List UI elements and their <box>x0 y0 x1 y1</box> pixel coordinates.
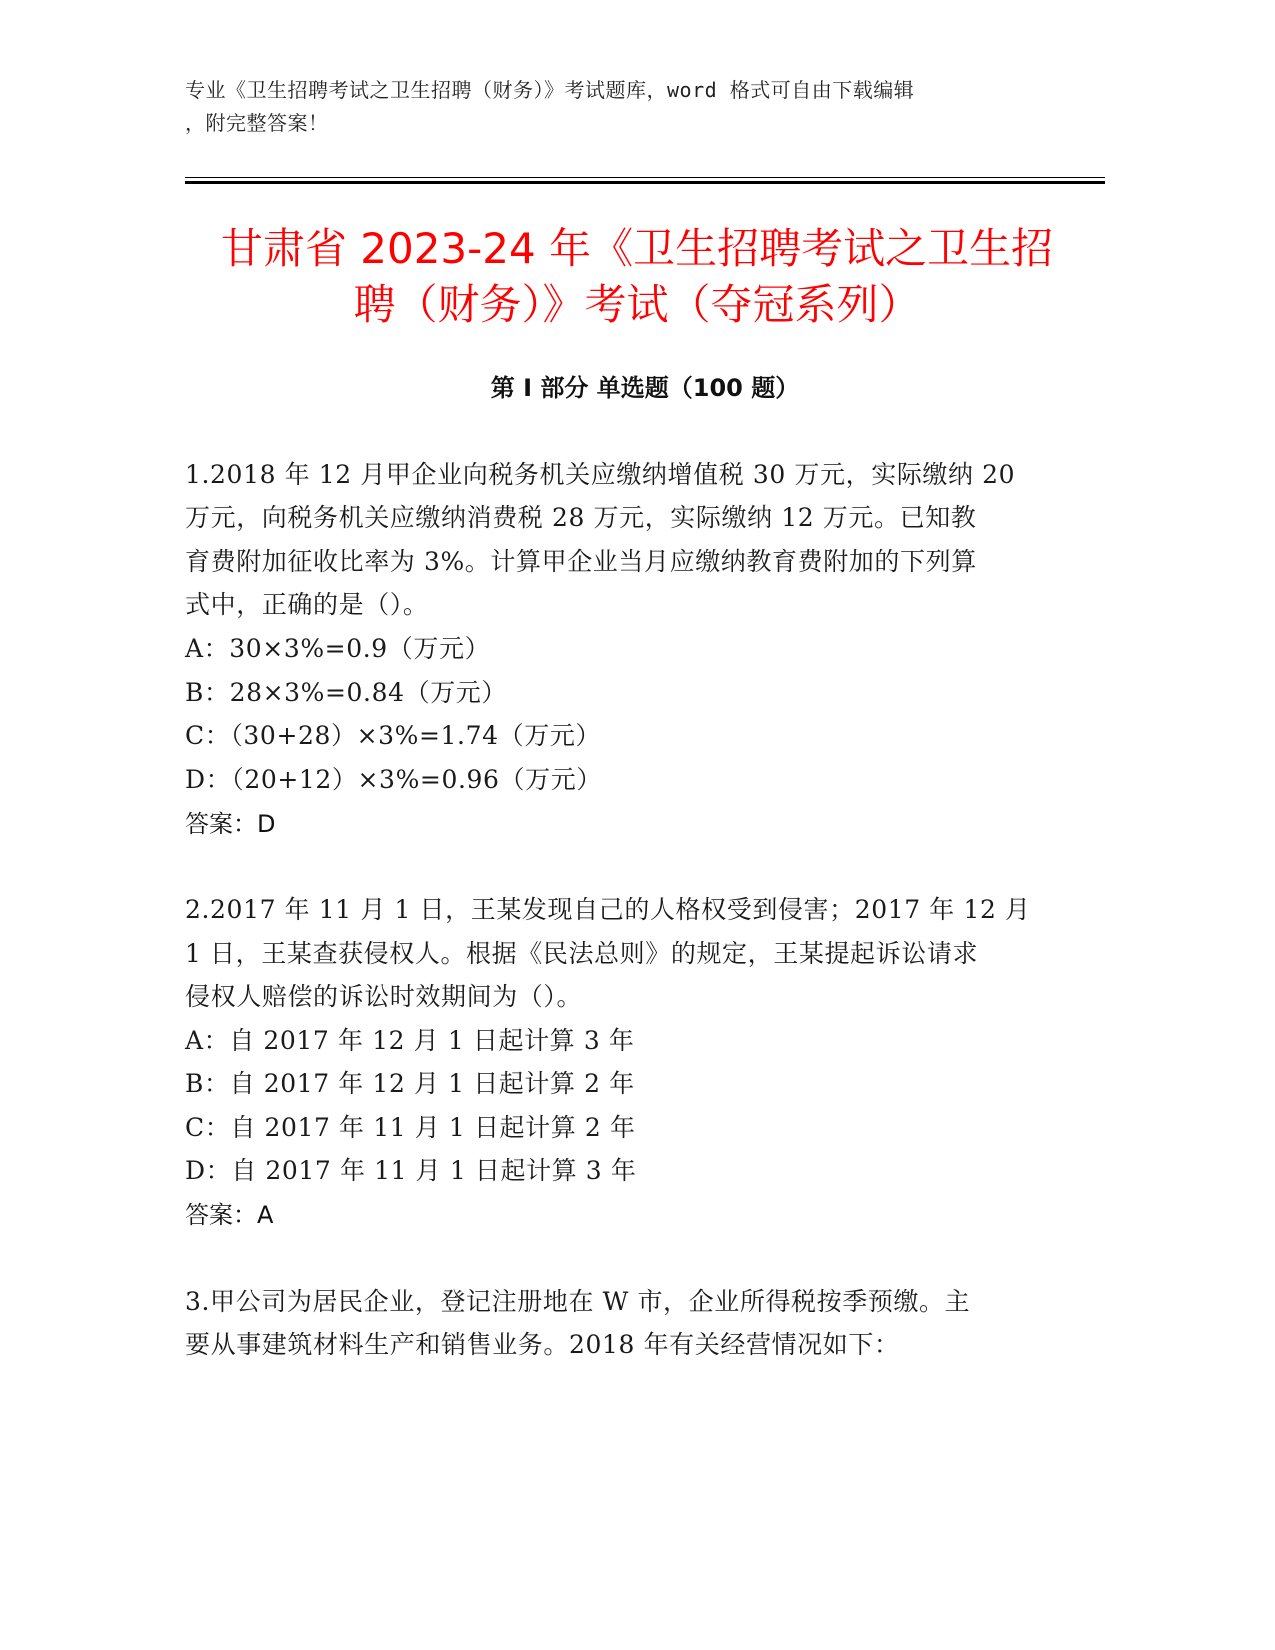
header-note-line-1: 专业《卫生招聘考试之卫生招聘（财务）》考试题库，word 格式可自由下载编辑 <box>185 78 915 102</box>
question-1-stem-line-3: 育费附加征收比率为 3%。计算甲企业当月应缴纳教育费附加的下列算 <box>185 547 977 576</box>
question-2-stem-line-3: 侵权人赔偿的诉讼时效期间为（）。 <box>185 982 583 1011</box>
question-2-answer: 答案：A <box>185 1201 274 1229</box>
document-title-line-2: 聘（财务）》考试（夺冠系列） <box>353 280 921 329</box>
question-2-option-d: D：自 2017 年 11 月 1 日起计算 3 年 <box>185 1156 637 1185</box>
question-2-option-a: A：自 2017 年 12 月 1 日起计算 3 年 <box>185 1026 635 1055</box>
question-3-stem-line-1: 3.甲公司为居民企业，登记注册地在 W 市，企业所得税按季预缴。主 <box>185 1287 971 1316</box>
question-2-stem-line-2: 1 日，王某查获侵权人。根据《民法总则》的规定，王某提起诉讼请求 <box>185 939 979 968</box>
header-divider-thick <box>185 181 1105 184</box>
question-1-stem-line-4: 式中，正确的是（）。 <box>185 590 429 619</box>
question-1-option-b: B：28×3%=0.84（万元） <box>185 678 508 707</box>
document-title <box>137 221 1137 333</box>
question-1-option-d: D：（20+12）×3%=0.96（万元） <box>185 765 602 794</box>
question-2-stem-line-1: 2.2017 年 11 月 1 日，王某发现自己的人格权受到侵害；2017 年 12 月 <box>185 895 1031 924</box>
header-note <box>185 74 1065 140</box>
question-1-stem-line-1: 1.2018 年 12 月甲企业向税务机关应缴纳增值税 30 万元，实际缴纳 20 <box>185 460 1016 489</box>
question-1-stem-line-2: 万元，向税务机关应缴纳消费税 28 万元，实际缴纳 12 万元。已知教 <box>185 503 977 532</box>
question-1-option-c: C：（30+28）×3%=1.74（万元） <box>185 721 602 750</box>
header-note-line-2: ，附完整答案！ <box>185 111 329 135</box>
header-divider-thin <box>185 177 1105 178</box>
question-3-stem-line-2: 要从事建筑材料生产和销售业务。2018 年有关经营情况如下： <box>185 1330 900 1359</box>
document-title-line-1: 甘肃省 2023-24 年《卫生招聘考试之卫生招 <box>220 224 1054 273</box>
question-1-option-a: A：30×3%=0.9（万元） <box>185 634 491 663</box>
question-2-option-b: B：自 2017 年 12 月 1 日起计算 2 年 <box>185 1069 635 1098</box>
question-2-option-c: C：自 2017 年 11 月 1 日起计算 2 年 <box>185 1113 636 1142</box>
question-1-answer: 答案：D <box>185 810 276 838</box>
section-heading: 第 I 部分 单选题（100 题） <box>490 374 800 402</box>
